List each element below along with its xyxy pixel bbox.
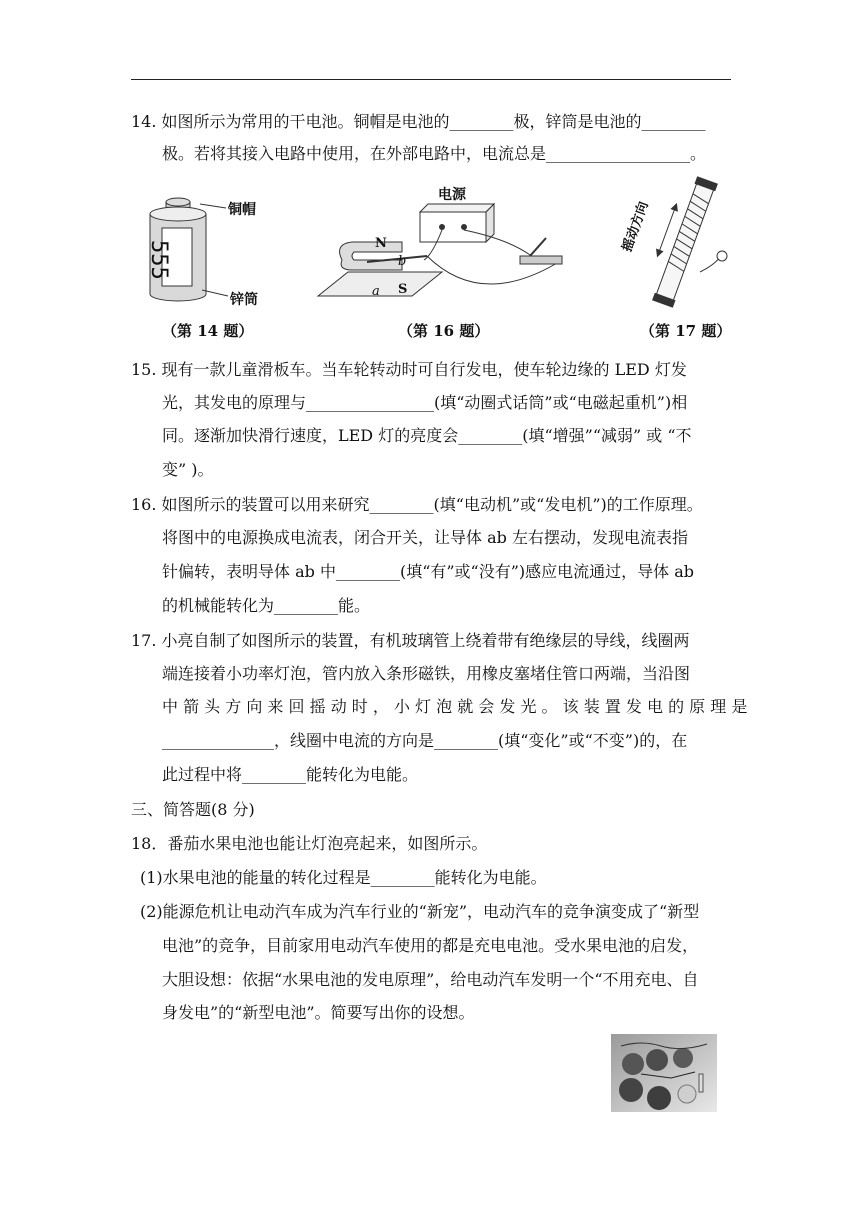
q17-line-5: 此过程中将________能转化为电能。	[162, 765, 419, 784]
q18-line-1: 18．番茄水果电池也能让灯泡亮起来，如图所示。	[131, 834, 488, 853]
q17-line-4: ______________，线圈中电流的方向是________(填“变化”或“不变”)的，在	[162, 731, 688, 750]
q14-line-2: 极。若将其接入电路中使用，在外部电路中，电流总是__________________。	[162, 144, 707, 163]
q18-part1: (1)水果电池的能量的转化过程是________能转化为电能。	[140, 868, 547, 887]
q17-line-1: 17. 小亮自制了如图所示的装置，有机玻璃管上绕着带有绝缘层的导线，线圈两	[131, 631, 690, 650]
south-pole-label: S	[398, 282, 408, 297]
q18-part2-line-2: 电池”的竞争，目前家用电动汽车使用的都是充电电池。受水果电池的启发，	[162, 936, 699, 955]
q18-part2-line-1: (2)能源危机让电动汽车成为汽车行业的“新宠”，电动汽车的竞争演变成了“新型	[140, 902, 700, 921]
q18-part2-line-4: 身发电”的“新型电池”。简要写出你的设想。	[162, 1003, 475, 1022]
fig14-caption: （第 14 题）	[162, 322, 254, 340]
q16-line-4: 的机械能转化为________能。	[162, 596, 371, 615]
fig17-caption: （第 17 题）	[640, 322, 732, 340]
shake-direction-label: 摇动方向	[619, 199, 652, 254]
q16-line-2: 将图中的电源换成电流表，闭合开关，让导体 ab 左右摆动，发现电流表指	[162, 528, 688, 547]
section-three-heading: 三、简答题(8 分)	[131, 800, 255, 819]
copper-cap-label: 铜帽	[228, 202, 256, 218]
q17-line-2: 端连接着小功率灯泡，管内放入条形磁铁，用橡皮塞堵住管口两端，当沿图	[162, 664, 691, 683]
q18-part2-line-3: 大胆设想：依据“水果电池的发电原理”，给电动汽车发明一个“不用充电、自	[162, 970, 699, 989]
header-rule	[131, 79, 731, 80]
generator-figure	[312, 200, 582, 310]
fruit-battery-photo	[611, 1034, 717, 1112]
zinc-can-label: 锌筒	[230, 292, 258, 308]
q15-line-3: 同。逐渐加快滑行速度，LED 灯的亮度会________(填“增强”“减弱” 或 “不	[162, 426, 692, 445]
q15-line-1: 15. 现有一款儿童滑板车。当车轮转动时可自行发电，使车轮边缘的 LED 灯发	[131, 360, 687, 379]
q14-line-1: 14. 如图所示为常用的干电池。铜帽是电池的________极，锌筒是电池的________	[131, 112, 706, 131]
conductor-a-label: a	[372, 284, 380, 299]
power-supply-label: 电源	[438, 187, 466, 203]
q17-line-3: 中 箭 头 方 向 来 回 摇 动 时 ， 小 灯 泡 就 会 发 光 。 该 装 置 发 电 的 原 理 是	[162, 697, 748, 716]
shaking-tube-figure	[630, 172, 740, 312]
q16-line-1: 16. 如图所示的装置可以用来研究________(填“电动机”或“发电机”)的工作原理。	[131, 495, 703, 514]
north-pole-label: N	[375, 236, 387, 251]
q16-line-3: 针偏转，表明导体 ab 中________(填“有”或“没有”)感应电流通过，导体 ab	[162, 562, 695, 581]
conductor-b-label: b	[398, 254, 407, 269]
q15-line-2: 光，其发电的原理与________________(填“动圈式话筒”或“电磁起重机”)相	[162, 393, 688, 412]
q15-line-4: 变” )。	[162, 460, 214, 479]
battery-label-555: 555	[146, 240, 171, 280]
fig16-caption: （第 16 题）	[398, 322, 490, 340]
